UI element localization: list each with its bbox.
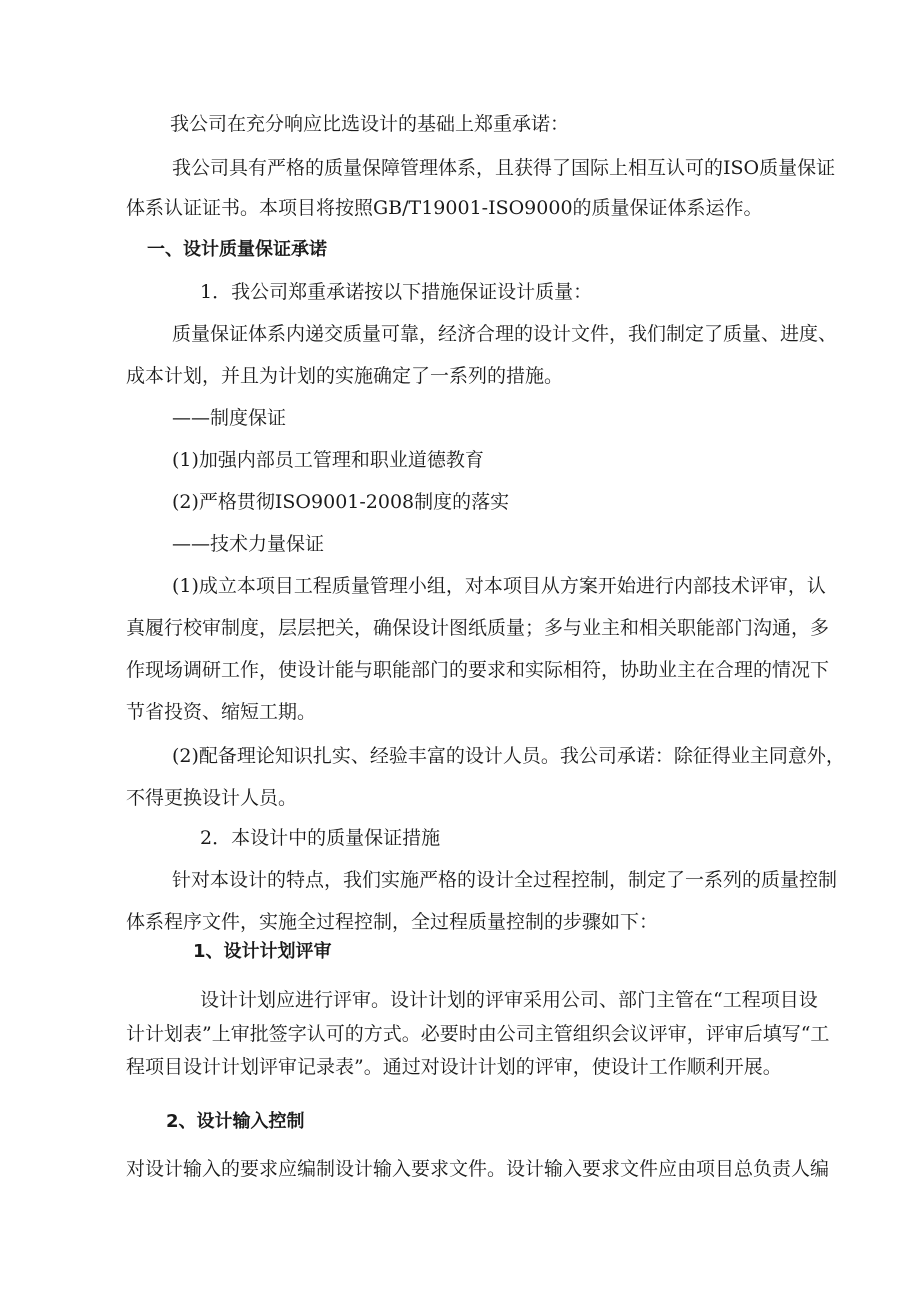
tech-item2-line2: 不得更换设计人员。 [126,787,298,809]
step1-text-line2: 计计划表”上审批签字认可的方式。必要时由公司主管组织会议评审，评审后填写“工 [126,1023,830,1045]
step2-heading: 2、设计输入控制 [166,1111,305,1132]
section1-heading: 一、设计质量保证承诺 [147,239,327,260]
step1-text-line3: 程项目设计计划评审记录表”。通过对设计计划的评审，使设计工作顺利开展。 [126,1056,782,1078]
tech-item1-line3: 作现场调研工作，使设计能与职能部门的要求和实际相符，协助业主在合理的情况下 [126,659,830,681]
system-item-1: (1)加强内部员工管理和职业道德教育 [172,449,484,471]
para1-line1: 我公司具有严格的质量保障管理体系，且获得了国际上相互认可的ISO质量保证 [172,157,836,179]
para2-line1: 质量保证体系内递交质量可靠，经济合理的设计文件，我们制定了质量、进度、 [172,323,838,345]
intro-text: 我公司在充分响应比选设计的基础上郑重承诺： [170,113,570,135]
system-item-2: (2)严格贯彻ISO9001-2008制度的落实 [172,491,510,513]
sub1-heading: 1．我公司郑重承诺按以下措施保证设计质量： [200,281,593,303]
tech-item2-line1: (2)配备理论知识扎实、经验丰富的设计人员。我公司承诺：除征得业主同意外， [172,745,845,767]
tech-item1-line4: 节省投资、缩短工期。 [126,701,317,723]
tech-item1-line1: (1)成立本项目工程质量管理小组，对本项目从方案开始进行内部技术评审，认 [172,575,826,597]
para3-line1: 针对本设计的特点，我们实施严格的设计全过程控制，制定了一系列的质量控制 [172,869,838,891]
sub2-heading: 2．本设计中的质量保证措施 [200,827,441,849]
para3-line2: 体系程序文件，实施全过程控制，全过程质量控制的步骤如下： [126,911,659,933]
step2-text-line1: 对设计输入的要求应编制设计输入要求文件。设计输入要求文件应由项目总负责人编 [126,1158,830,1180]
para1-line2: 体系认证证书。本项目将按照GB/T19001-ISO9000的质量保证体系运作。 [126,197,763,219]
system-heading: ——制度保证 [172,407,287,429]
para2-line2: 成本计划，并且为计划的实施确定了一系列的措施。 [126,365,564,387]
step1-heading: 1、设计计划评审 [193,941,332,962]
step1-text-line1: 设计计划应进行评审。设计计划的评审采用公司、部门主管在“工程项目设 [200,989,818,1011]
tech-heading: ——技术力量保证 [172,533,325,555]
tech-item1-line2: 真履行校审制度，层层把关，确保设计图纸质量；多与业主和相关职能部门沟通，多 [126,617,830,639]
